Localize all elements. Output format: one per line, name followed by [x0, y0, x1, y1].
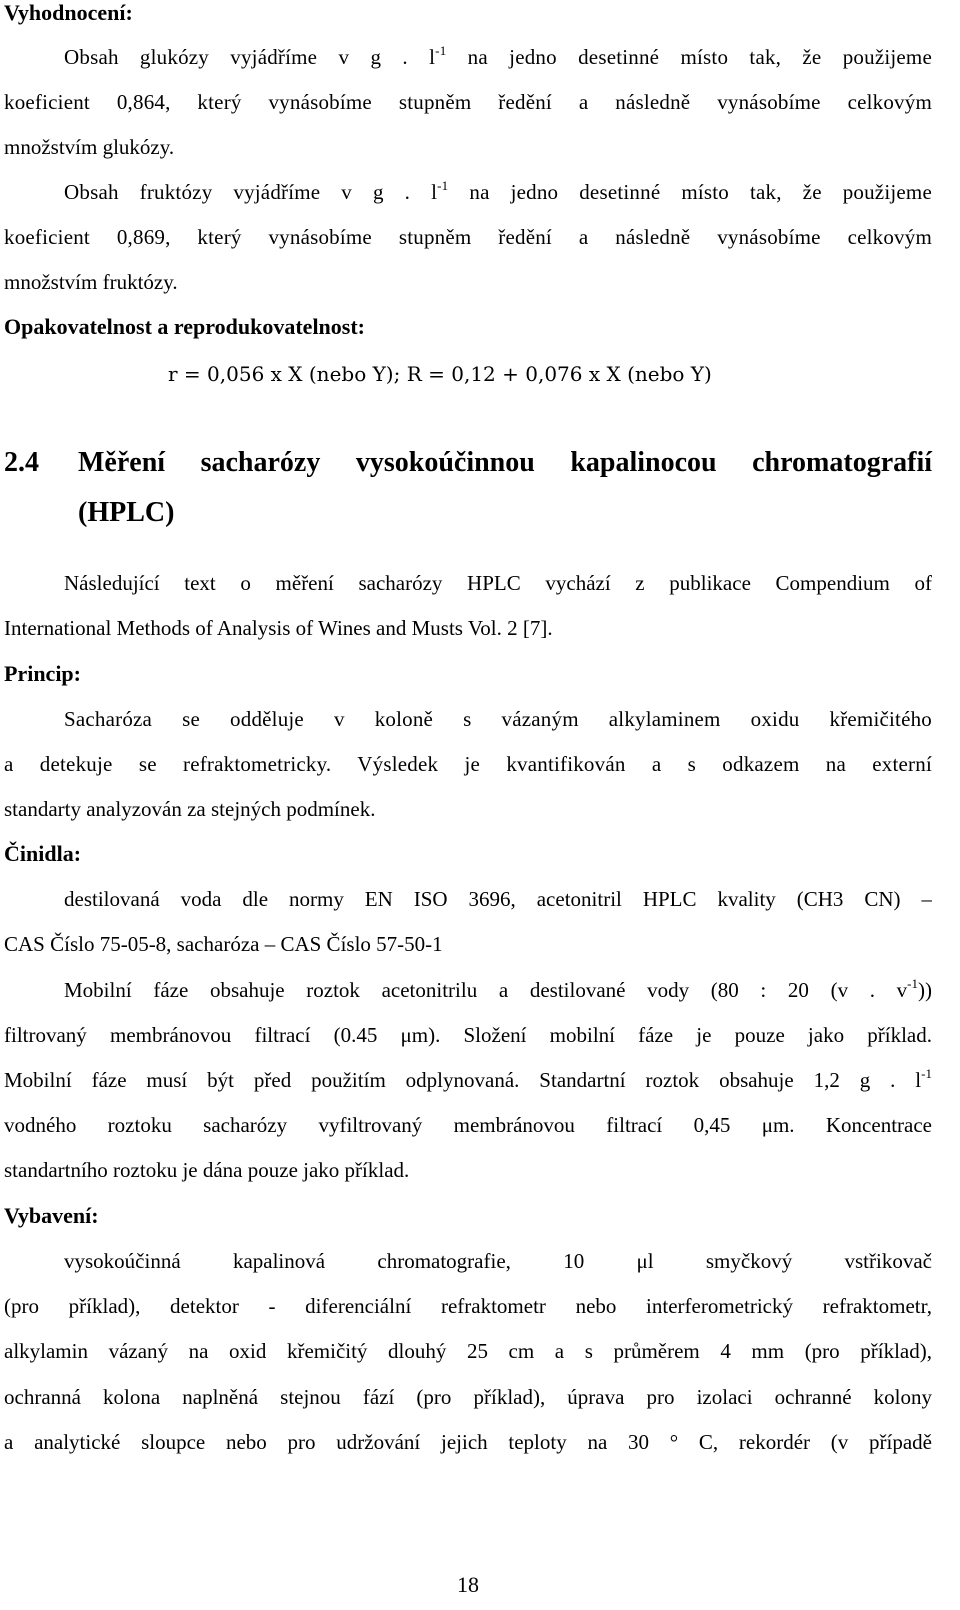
vybaveni-line-4: ochranná kolona naplněná stejnou fází (pro příklad), úprava pro izolaci ochranné kolony — [4, 1385, 932, 1409]
mobile-phase-line-2: filtrovaný membránovou filtrací (0.45 μm). Složení mobilní fáze je pouze jako příklad. — [4, 1023, 932, 1047]
princip-line-3: standarty analyzován za stejných podmínek. — [4, 797, 376, 821]
mobile-phase-line-5: standartního roztoku je dána pouze jako příklad. — [4, 1158, 410, 1182]
fructose-line-2: koeficient 0,869, který vynásobíme stupněm ředění a následně vynásobíme celkovým — [4, 225, 932, 249]
glucose-line-3: množstvím glukózy. — [4, 135, 175, 159]
vybaveni-line-3: alkylamin vázaný na oxid křemičitý dlouhý 25 cm a s průměrem 4 mm (pro příklad), — [4, 1339, 932, 1363]
glucose-line-2: koeficient 0,864, který vynásobíme stupněm ředění a následně vynásobíme celkovým — [4, 90, 932, 114]
mobile-phase-line-1: Mobilní fáze obsahuje roztok acetonitrilu a destilované vody (80 : 20 (v . $v^{-1}$)) — [64, 977, 932, 1002]
mobile-phase-line-4: vodného roztoku sacharózy vyfiltrovaný membránovou filtrací 0,45 μm. Koncentrace — [4, 1113, 932, 1137]
section-title-line-2: (HPLC) — [78, 497, 175, 528]
princip-line-2: a detekuje se refraktometricky. Výsledek je kvantifikován a s odkazem na externí — [4, 752, 932, 776]
cinidla-line-2: CAS Číslo 75-05-8, sacharóza – CAS Číslo 57-50-1 — [4, 932, 443, 956]
heading-opakovatelnost: Opakovatelnost a reprodukovatelnost: — [4, 314, 366, 339]
repeatability-formula: r = 0,056 x X (nebo Y); R = 0,12 + 0,076 x X (nebo Y) — [168, 362, 712, 386]
vybaveni-line-2: (pro příklad), detektor - diferenciální refraktometr nebo interferometrický refraktometr, — [4, 1294, 932, 1318]
intro-line-2: International Methods of Analysis of Wines and Musts Vol. 2 [7]. — [4, 616, 553, 640]
princip-line-1: Sacharóza se odděluje v koloně s vázaným alkylaminem oxidu křemičitého — [64, 707, 932, 731]
vybaveni-line-1: vysokoúčinná kapalinová chromatografie, 10 μl smyčkový vstřikovač — [64, 1249, 932, 1273]
heading-vyhodnoceni: Vyhodnocení: — [4, 0, 133, 25]
page-number: 18 — [457, 1572, 479, 1597]
cinidla-line-1: destilovaná voda dle normy EN ISO 3696, acetonitril HPLC kvality (CH3 CN) – — [64, 887, 932, 911]
heading-princip: Princip: — [4, 661, 81, 686]
vybaveni-line-5: a analytické sloupce nebo pro udržování jejich teploty na 30 ° C, rekordér (v případě — [4, 1430, 932, 1454]
heading-vybaveni: Vybavení: — [4, 1203, 99, 1228]
heading-cinidla: Činidla: — [4, 841, 82, 866]
intro-line-1: Následující text o měření sacharózy HPLC vychází z publikace Compendium of — [64, 571, 932, 595]
mobile-phase-line-3: Mobilní fáze musí být před použitím odplynovaná. Standartní roztok obsahuje 1,2 g . $l^{-1}$ — [4, 1067, 932, 1092]
glucose-line-1: Obsah glukózy vyjádříme v g . $l^{-1}$ na jedno desetinné místo tak, že použijeme — [64, 44, 932, 69]
section-title-line-1: Měření sacharózy vysokoúčinnou kapalinocou chromatografií — [78, 447, 932, 478]
fructose-line-3: množstvím fruktózy. — [4, 270, 178, 294]
section-number: 2.4 — [4, 447, 39, 478]
fructose-line-1: Obsah fruktózy vyjádříme v g . $l^{-1}$ na jedno desetinné místo tak, že použijeme — [64, 179, 932, 204]
